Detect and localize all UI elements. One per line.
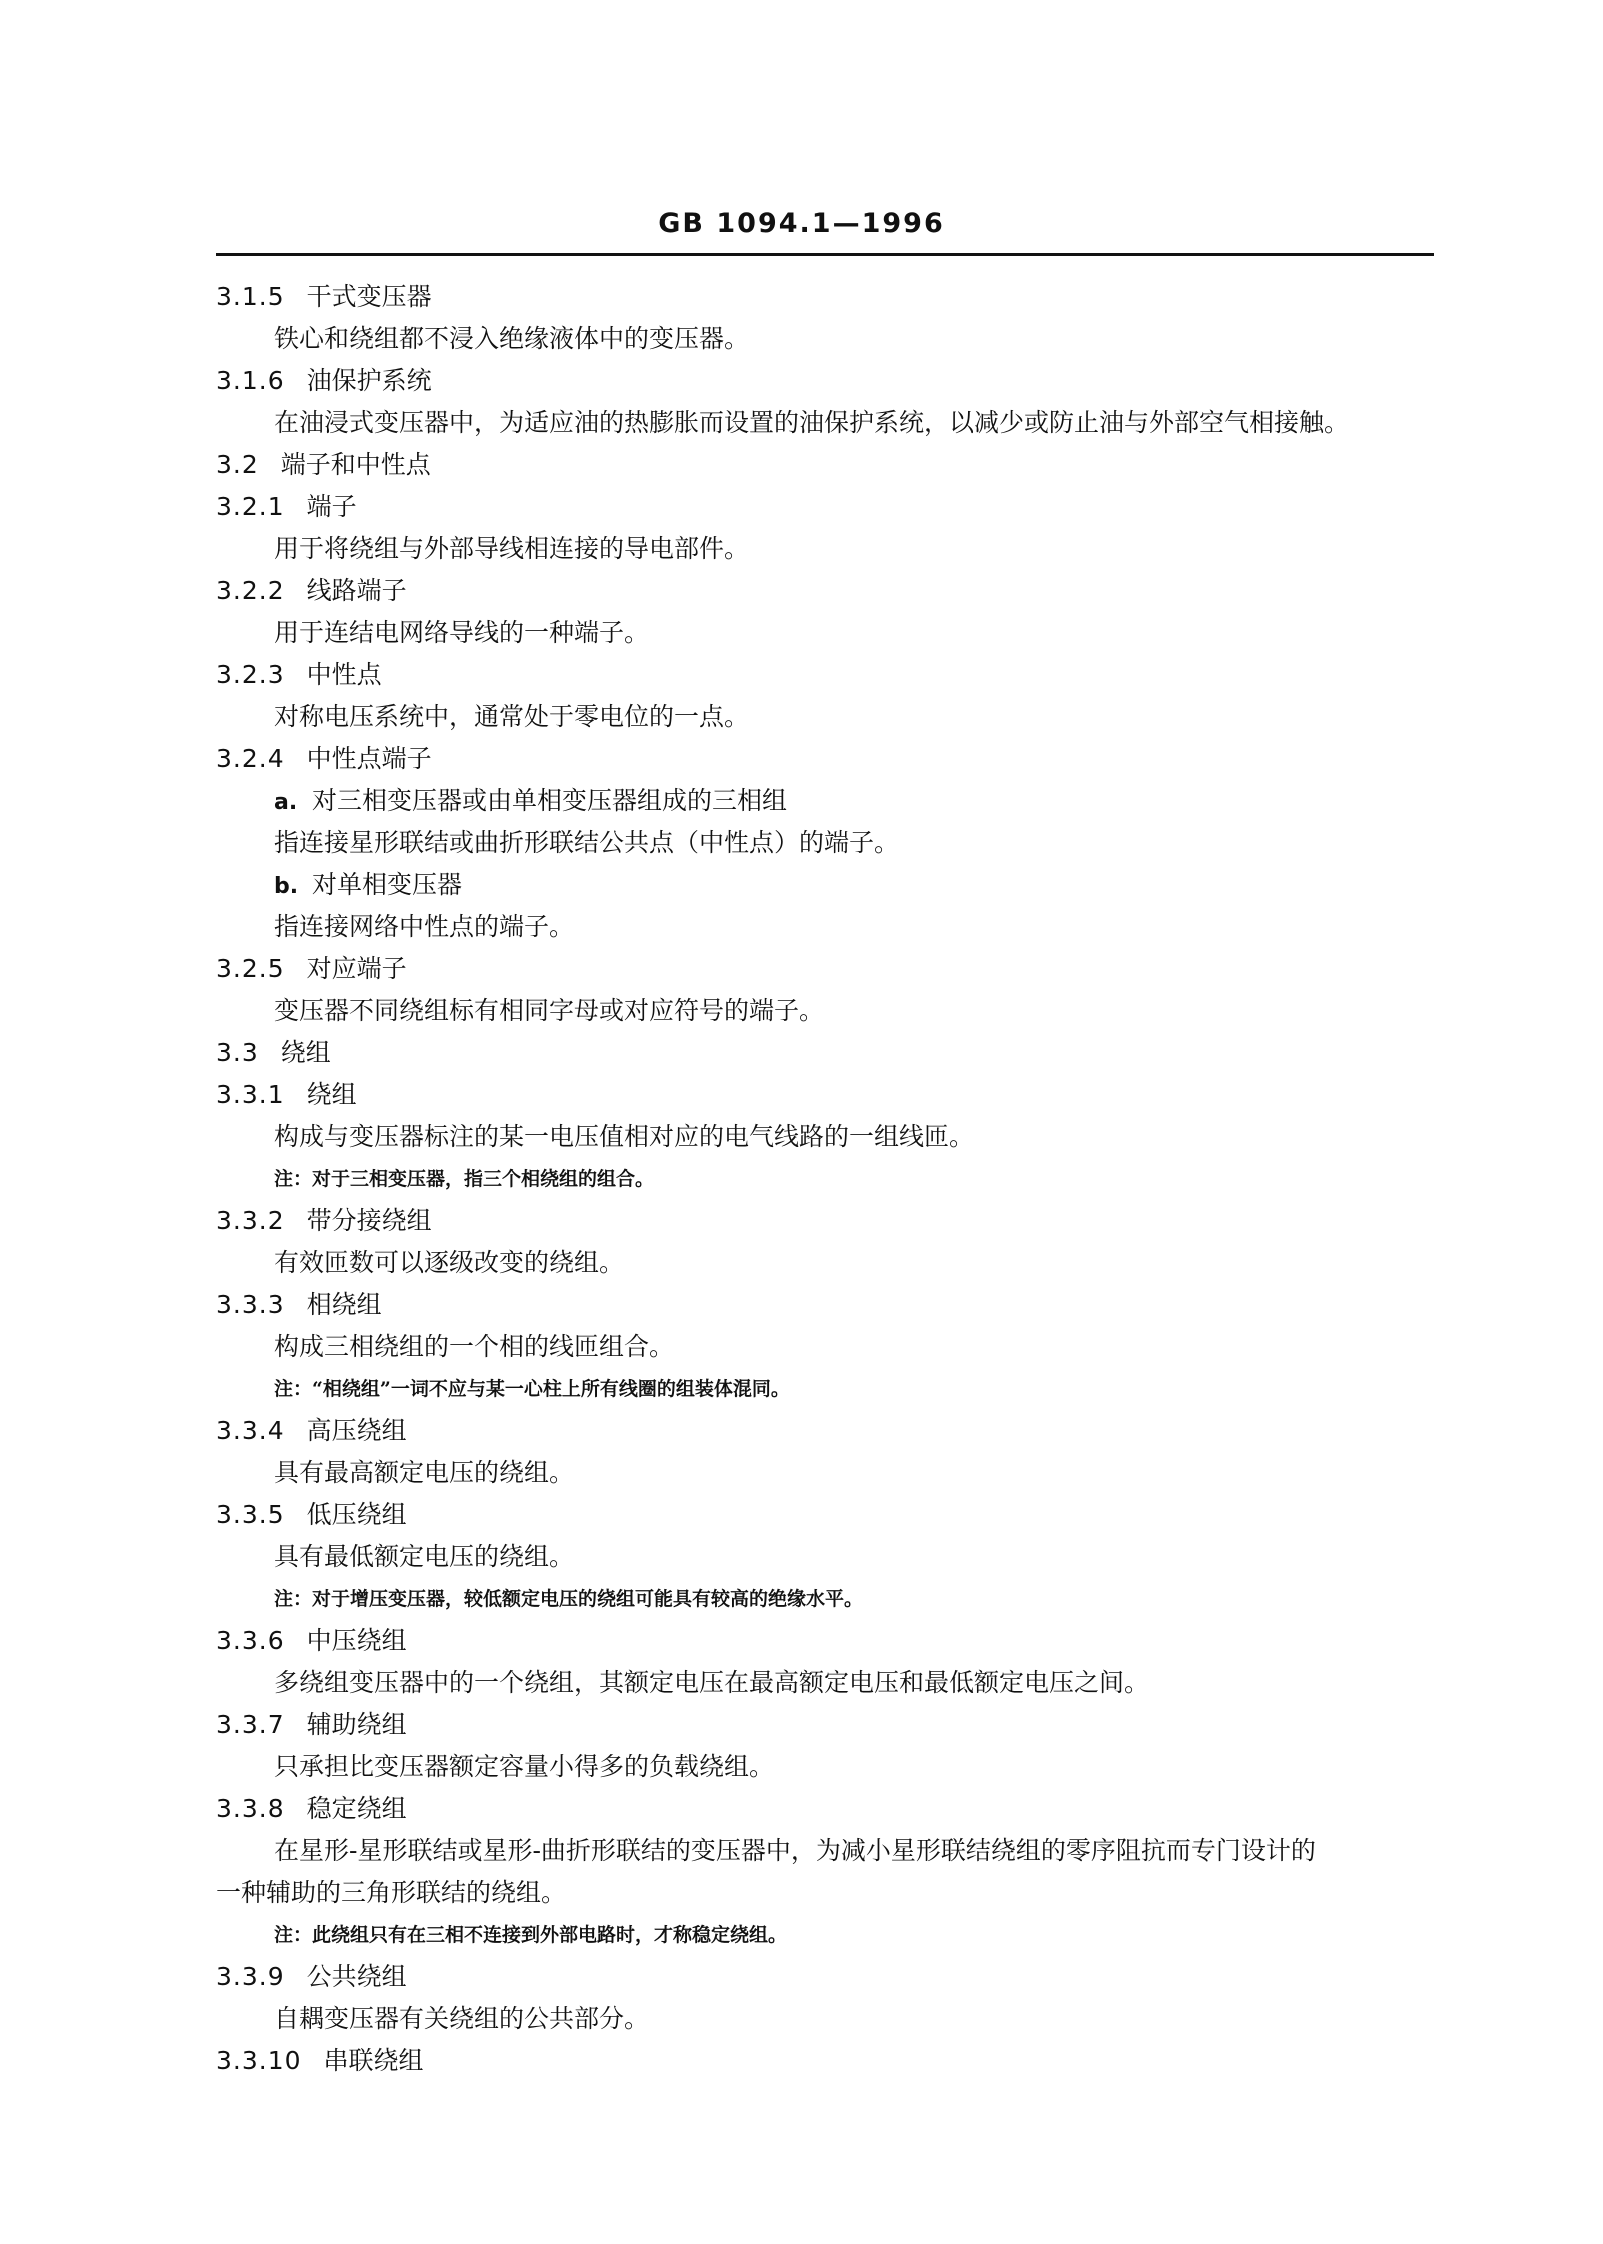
clause-title: 带分接绕组	[306, 1206, 432, 1235]
document-body	[216, 276, 1436, 2082]
note-text: 注：“相绕组”一词不应与某一心柱上所有线圈的组装体混同。	[274, 1378, 790, 1400]
clause-title: 稳定绕组	[306, 1794, 407, 1823]
clause-title: 对应端子	[306, 954, 407, 983]
note-text: 注：此绕组只有在三相不连接到外部电路时，才称稳定绕组。	[274, 1924, 788, 1946]
clause-number: 3.3.1	[216, 1080, 285, 1109]
definition-text: 变压器不同绕组标有相同字母或对应符号的端子。	[274, 996, 825, 1025]
sub-item-text: 对单相变压器	[312, 870, 463, 899]
clause-title: 油保护系统	[306, 366, 432, 395]
clause-number: 3.3.6	[216, 1626, 285, 1655]
definition-text: 一种辅助的三角形联结的绕组。	[216, 1878, 567, 1907]
clause-heading	[216, 654, 1436, 696]
sub-item	[216, 864, 1436, 906]
clause-number: 3.2.2	[216, 576, 285, 605]
clause-heading	[216, 486, 1436, 528]
clause-heading	[216, 276, 1436, 318]
standard-code-header: GB 1094.1—1996	[658, 208, 945, 239]
clause-number: 3.2.4	[216, 744, 285, 773]
clause-number: 3.2	[216, 450, 259, 479]
note-text: 注：对于增压变压器，较低额定电压的绕组可能具有较高的绝缘水平。	[274, 1588, 864, 1610]
clause-number: 3.2.1	[216, 492, 285, 521]
clause-title: 串联绕组	[323, 2046, 424, 2075]
definition-text: 多绕组变压器中的一个绕组，其额定电压在最高额定电压和最低额定电压之间。	[274, 1668, 1150, 1697]
clause-heading	[216, 1410, 1436, 1452]
header-rule	[216, 253, 1434, 256]
clause-title: 端子	[306, 492, 357, 521]
clause-heading	[216, 1284, 1436, 1326]
clause-number: 3.2.3	[216, 660, 285, 689]
clause-heading	[216, 444, 1436, 486]
definition-text: 构成三相绕组的一个相的线匝组合。	[274, 1332, 675, 1361]
definition-text: 自耦变压器有关绕组的公共部分。	[274, 2004, 650, 2033]
clause-title: 公共绕组	[306, 1962, 407, 1991]
sub-item-text: 对三相变压器或由单相变压器组成的三相组	[312, 786, 788, 815]
clause-title: 高压绕组	[306, 1416, 407, 1445]
sub-item	[216, 780, 1436, 822]
definition-text: 具有最高额定电压的绕组。	[274, 1458, 575, 1487]
clause-title: 中压绕组	[306, 1626, 407, 1655]
definition-text: 指连接网络中性点的端子。	[274, 912, 575, 941]
definition-text: 用于将绕组与外部导线相连接的导电部件。	[274, 534, 750, 563]
clause-heading	[216, 1788, 1436, 1830]
clause-number: 3.3	[216, 1038, 259, 1067]
clause-title: 辅助绕组	[306, 1710, 407, 1739]
clause-number: 3.3.5	[216, 1500, 285, 1529]
clause-title: 干式变压器	[306, 282, 432, 311]
clause-heading	[216, 2040, 1436, 2082]
clause-heading	[216, 1200, 1436, 1242]
definition-text: 在油浸式变压器中，为适应油的热膨胀而设置的油保护系统，以减少或防止油与外部空气相接触。	[274, 408, 1350, 437]
definition-text: 用于连结电网络导线的一种端子。	[274, 618, 650, 647]
clause-title: 线路端子	[306, 576, 407, 605]
clause-heading	[216, 1032, 1436, 1074]
sub-item-label: b.	[274, 874, 299, 899]
clause-heading	[216, 570, 1436, 612]
clause-title: 绕组	[306, 1080, 357, 1109]
clause-heading	[216, 738, 1436, 780]
clause-number: 3.3.7	[216, 1710, 285, 1739]
clause-number: 3.3.2	[216, 1206, 285, 1235]
clause-title: 端子和中性点	[280, 450, 431, 479]
definition-text: 构成与变压器标注的某一电压值相对应的电气线路的一组线匝。	[274, 1122, 975, 1151]
clause-heading	[216, 1074, 1436, 1116]
clause-title: 中性点	[306, 660, 382, 689]
clause-title: 绕组	[280, 1038, 331, 1067]
clause-number: 3.3.8	[216, 1794, 285, 1823]
clause-heading	[216, 948, 1436, 990]
note-text: 注：对于三相变压器，指三个相绕组的组合。	[274, 1168, 655, 1190]
clause-title: 低压绕组	[306, 1500, 407, 1529]
clause-number: 3.3.4	[216, 1416, 285, 1445]
definition-text: 对称电压系统中，通常处于零电位的一点。	[274, 702, 750, 731]
clause-number: 3.3.10	[216, 2046, 302, 2075]
clause-title: 相绕组	[306, 1290, 382, 1319]
clause-number: 3.1.5	[216, 282, 285, 311]
definition-text: 在星形-星形联结或星形-曲折形联结的变压器中，为减小星形联结绕组的零序阻抗而专门设计的	[274, 1836, 1316, 1865]
definition-text: 只承担比变压器额定容量小得多的负载绕组。	[274, 1752, 775, 1781]
definition-text: 指连接星形联结或曲折形联结公共点（中性点）的端子。	[274, 828, 900, 857]
clause-heading	[216, 1704, 1436, 1746]
definition-text: 有效匝数可以逐级改变的绕组。	[274, 1248, 625, 1277]
clause-number: 3.3.9	[216, 1962, 285, 1991]
clause-heading	[216, 1494, 1436, 1536]
clause-title: 中性点端子	[306, 744, 432, 773]
clause-heading	[216, 1956, 1436, 1998]
definition-text: 铁心和绕组都不浸入绝缘液体中的变压器。	[274, 324, 750, 353]
clause-heading	[216, 360, 1436, 402]
sub-item-label: a.	[274, 790, 298, 815]
clause-number: 3.3.3	[216, 1290, 285, 1319]
clause-number: 3.1.6	[216, 366, 285, 395]
clause-number: 3.2.5	[216, 954, 285, 983]
clause-heading	[216, 1620, 1436, 1662]
definition-text: 具有最低额定电压的绕组。	[274, 1542, 575, 1571]
